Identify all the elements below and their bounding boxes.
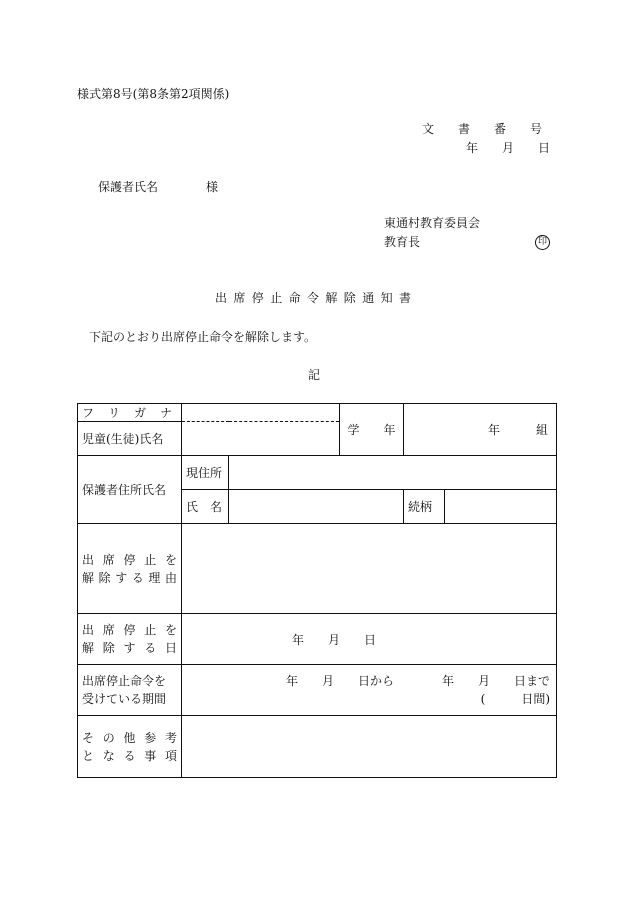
release-date-field[interactable]: 年 月 日 xyxy=(182,614,557,665)
other-notes-label xyxy=(78,716,182,778)
grade-class-field[interactable]: 年 組 xyxy=(404,404,557,456)
document-title: 出席停止命令解除通知書 xyxy=(215,291,418,305)
reason-label-line-1: 出 席 停 止 を xyxy=(82,552,177,567)
notice-form-table xyxy=(77,403,557,778)
reason-field[interactable] xyxy=(182,524,557,614)
other-notes-label-line-1: そ の 他 参 考 xyxy=(82,730,177,745)
grade-label: 学 年 xyxy=(340,404,404,456)
period-label-line-1: 出席停止命令を xyxy=(82,674,167,688)
addressee-line: 保護者氏名 様 xyxy=(98,180,219,194)
guardian-name-label: 氏 名 xyxy=(182,490,229,524)
period-label xyxy=(78,665,182,716)
guardian-name-field[interactable] xyxy=(229,490,404,524)
guardian-label: 保護者住所氏名 xyxy=(78,456,182,524)
intro-text: 下記のとおり出席停止命令を解除します。 xyxy=(89,330,317,344)
furigana-label: フ リ ガ ナ xyxy=(78,404,182,422)
sender-title: 教育長 xyxy=(384,235,421,249)
form-number: 様式第8号(第8条第2項関係) xyxy=(77,87,230,101)
release-date-label xyxy=(78,614,182,665)
other-notes-label-line-2: と な る 事 項 xyxy=(82,748,177,763)
period-label-line-2: 受けている期間 xyxy=(82,692,167,706)
furigana-field[interactable] xyxy=(182,404,340,422)
address-field[interactable] xyxy=(229,456,557,490)
period-days: ( 日間) xyxy=(480,692,551,706)
release-date-label-line-1: 出 席 停 止 を xyxy=(82,623,177,637)
sender-organization: 東通村教育委員会 xyxy=(384,216,481,230)
child-name-field[interactable] xyxy=(182,422,340,456)
release-date-label-line-2: 解 除 す る 日 xyxy=(82,641,177,655)
period-field[interactable] xyxy=(182,665,557,716)
reason-label xyxy=(78,524,182,614)
period-range: 年 月 日から 年 月 日まで xyxy=(286,674,551,688)
address-label: 現住所 xyxy=(182,456,229,490)
relation-field[interactable] xyxy=(445,490,557,524)
issue-date: 年 月 日 xyxy=(466,141,551,155)
ki-heading: 記 xyxy=(308,368,321,382)
document-number-label: 文 書 番 号 xyxy=(422,122,543,136)
seal-mark: 印 xyxy=(535,235,550,250)
reason-label-line-2: 解 除 す る 理 由 xyxy=(82,570,177,585)
other-notes-field[interactable] xyxy=(182,716,557,778)
child-name-label: 児童(生徒)氏名 xyxy=(78,422,182,456)
relation-label: 続柄 xyxy=(404,490,445,524)
